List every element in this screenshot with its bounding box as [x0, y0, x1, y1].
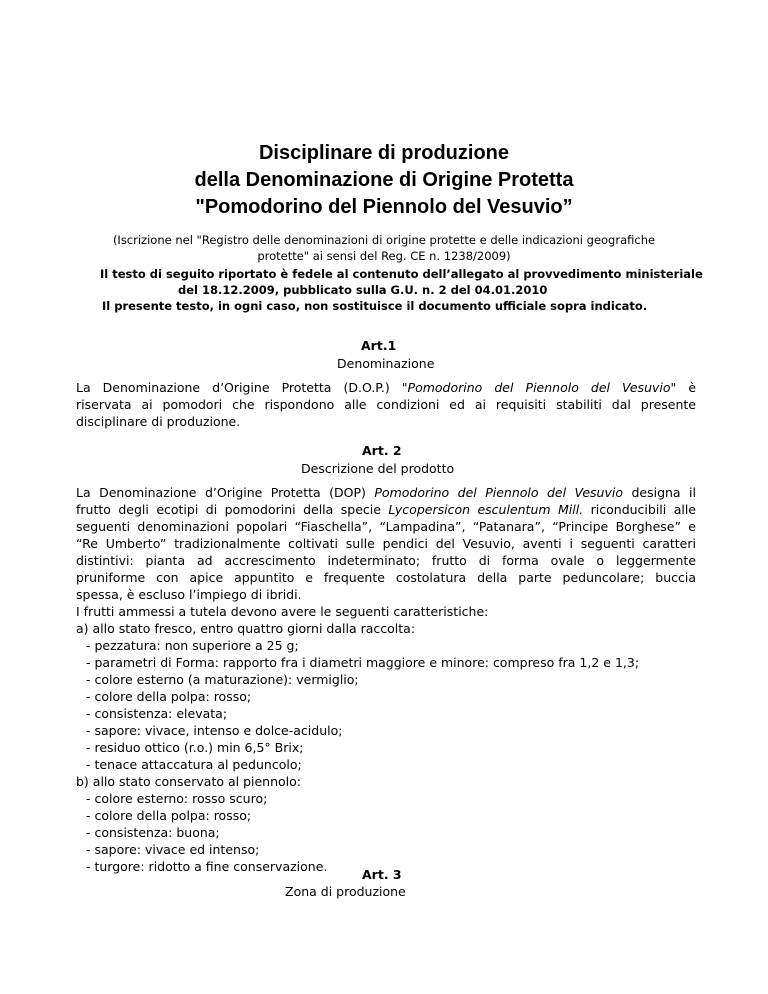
list-item: - sapore: vivace ed intenso; — [86, 842, 260, 857]
article-2-list — [76, 603, 696, 875]
list-item: - tenace attaccatura al peduncolo; — [86, 757, 302, 772]
document-title-line-3: "Pomodorino del Piennolo del Vesuvio” — [195, 196, 573, 218]
text-run: La Denominazione d’Origine Protetta (D.O.P.) " — [76, 380, 408, 395]
list-item: - colore della polpa: rosso; — [86, 689, 252, 704]
document-title-line-2: della Denominazione di Origine Protetta — [194, 169, 574, 191]
paragraph-line — [76, 379, 696, 396]
paragraph-line — [76, 501, 696, 518]
paragraph-line: distintivi: pianta ad accrescimento indeterminato; frutto di forma ovale o leggermente — [76, 553, 696, 568]
article-1-number: Art.1 — [361, 338, 397, 353]
article-1-heading: Denominazione — [337, 356, 435, 371]
article-1-paragraph — [76, 379, 696, 430]
article-3-heading: Zona di produzione — [285, 884, 406, 899]
text-run: " è — [670, 380, 697, 395]
disclaimer-line-3: Il presente testo, in ogni caso, non sostituisce il documento ufficiale sopra indicato. — [102, 299, 648, 313]
text-run: frutto degli ecotipi di pomodorini della specie — [76, 502, 389, 517]
registration-note-line-2: protette" ai sensi del Reg. CE n. 1238/2009) — [257, 249, 511, 263]
italic-run: Pomodorino del Piennolo del Vesuvio — [374, 485, 623, 500]
italic-run: Pomodorino del Piennolo del Vesuvio — [407, 380, 671, 395]
list-item: - turgore: ridotto a fine conservazione. — [86, 859, 328, 874]
list-item: - colore esterno (a maturazione): vermiglio; — [86, 672, 359, 687]
text-run: designa il — [623, 485, 697, 500]
article-2-heading: Descrizione del prodotto — [301, 461, 455, 476]
paragraph-line: disciplinare di produzione. — [76, 414, 241, 429]
article-2-paragraph — [76, 484, 696, 603]
paragraph-line: riservata ai pomodori che rispondono alle condizioni ed ai requisiti stabiliti dal presente — [76, 397, 696, 412]
list-heading-fresh: a) allo stato fresco, entro quattro giorni dalla raccolta: — [76, 621, 416, 636]
list-intro: I frutti ammessi a tutela devono avere le seguenti caratteristiche: — [76, 604, 489, 619]
list-item: - residuo ottico (r.o.) min 6,5° Brix; — [86, 740, 304, 755]
list-item: - pezzatura: non superiore a 25 g; — [86, 638, 299, 653]
list-item: - colore della polpa: rosso; — [86, 808, 252, 823]
document-title-line-1: Disciplinare di produzione — [258, 142, 510, 164]
paragraph-line: spessa, è escluso l’impiego di ibridi. — [76, 587, 302, 602]
disclaimer-line-1: Il testo di seguito riportato è fedele al contenuto dell’allegato al provvedimento ministeriale — [100, 267, 703, 281]
paragraph-line: seguenti denominazioni popolari “Fiaschella”, “Lampadina”, “Patanara”, “Principe Borghese” e — [76, 519, 696, 534]
list-item: - parametri di Forma: rapporto fra i diametri maggiore e minore: compreso fra 1,2 e 1,3; — [86, 655, 640, 670]
list-item: - consistenza: elevata; — [86, 706, 228, 721]
paragraph-line: “Re Umberto” tradizionalmente coltivati sulle pendici del Vesuvio, aventi i seguenti caratteri — [76, 536, 696, 551]
registration-note-line-1: (Iscrizione nel "Registro delle denominazioni di origine protette e delle indicazioni geografiche — [112, 233, 656, 247]
disclaimer-line-2: del 18.12.2009, pubblicato sulla G.U. n. 2 del 04.01.2010 — [178, 283, 548, 297]
article-3-number: Art. 3 — [362, 867, 402, 882]
list-item: - sapore: vivace, intenso e dolce-acidulo; — [86, 723, 343, 738]
list-heading-stored: b) allo stato conservato al piennolo: — [76, 774, 301, 789]
list-item: - colore esterno: rosso scuro; — [86, 791, 268, 806]
text-run: riconducibili alle — [583, 502, 696, 517]
italic-run: Lycopersicon esculentum Mill. — [388, 502, 584, 517]
paragraph-line — [76, 484, 696, 501]
list-item: - consistenza: buona; — [86, 825, 220, 840]
text-run: La Denominazione d’Origine Protetta (DOP) — [76, 485, 375, 500]
article-2-number: Art. 2 — [362, 443, 402, 458]
paragraph-line: pruniforme con apice appuntito e frequente costolatura della parte peduncolare; buccia — [76, 570, 696, 585]
